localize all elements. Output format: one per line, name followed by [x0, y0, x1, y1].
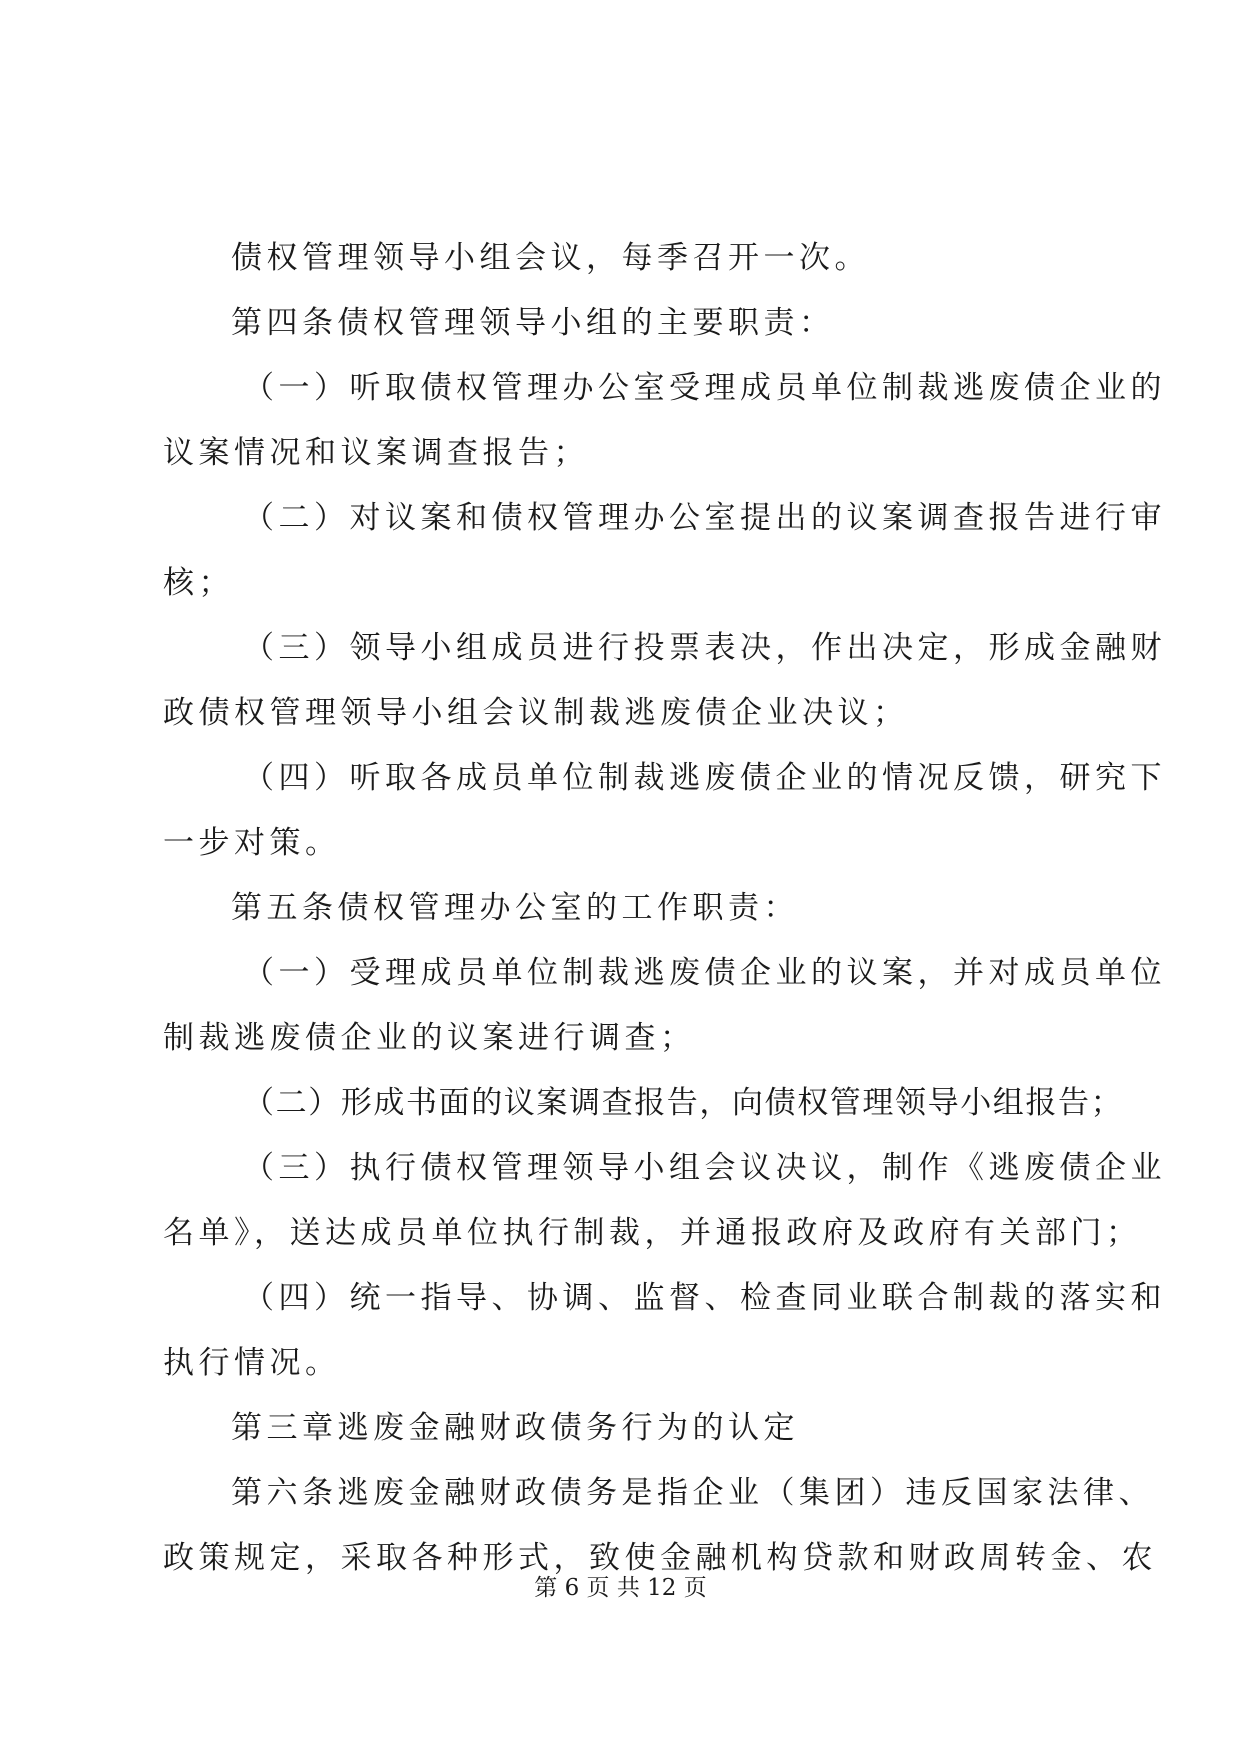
paragraph-line: 政策规定，采取各种形式，致使金融机构贷款和财政周转金、农: [163, 1540, 1157, 1576]
paragraph-line: 名单》，送达成员单位执行制裁，并通报政府及政府有关部门；: [163, 1215, 1142, 1251]
article-heading: 第五条债权管理办公室的工作职责：: [231, 890, 799, 926]
list-item-line: （一）听取债权管理办公室受理成员单位制裁逃废债企业的: [243, 370, 1166, 406]
paragraph-line: 制裁逃废债企业的议案进行调查；: [163, 1020, 696, 1056]
paragraph-line: 政债权管理领导小组会议制裁逃废债企业决议；: [163, 695, 909, 731]
list-item-line: （三）领导小组成员进行投票表决，作出决定，形成金融财: [243, 630, 1166, 666]
list-item-line: （三）执行债权管理领导小组会议决议，制作《逃废债企业: [243, 1150, 1166, 1186]
list-item-line: （四）统一指导、协调、监督、检查同业联合制裁的落实和: [243, 1280, 1166, 1316]
paragraph-line: 议案情况和议案调查报告；: [163, 435, 589, 471]
chapter-heading: 第三章逃废金融财政债务行为的认定: [231, 1410, 799, 1446]
paragraph-line: 核；: [163, 565, 234, 601]
article-heading: 第六条逃废金融财政债务是指企业（集团）违反国家法律、: [231, 1475, 1154, 1511]
document-body: [163, 228, 1166, 1593]
list-item-line: （二）形成书面的议案调查报告，向债权管理领导小组报告；: [243, 1085, 1124, 1121]
page-number: 第 6 页 共 12 页: [534, 1575, 707, 1601]
list-item-line: （一）受理成员单位制裁逃废债企业的议案，并对成员单位: [243, 955, 1166, 991]
paragraph-line: 一步对策。: [163, 825, 341, 861]
paragraph-line: 执行情况。: [163, 1345, 341, 1381]
article-heading: 第四条债权管理领导小组的主要职责：: [231, 305, 835, 341]
list-item-line: （四）听取各成员单位制裁逃废债企业的情况反馈，研究下: [243, 760, 1166, 796]
list-item-line: （二）对议案和债权管理办公室提出的议案调查报告进行审: [243, 500, 1166, 536]
paragraph-line: 债权管理领导小组会议，每季召开一次。: [231, 240, 870, 276]
